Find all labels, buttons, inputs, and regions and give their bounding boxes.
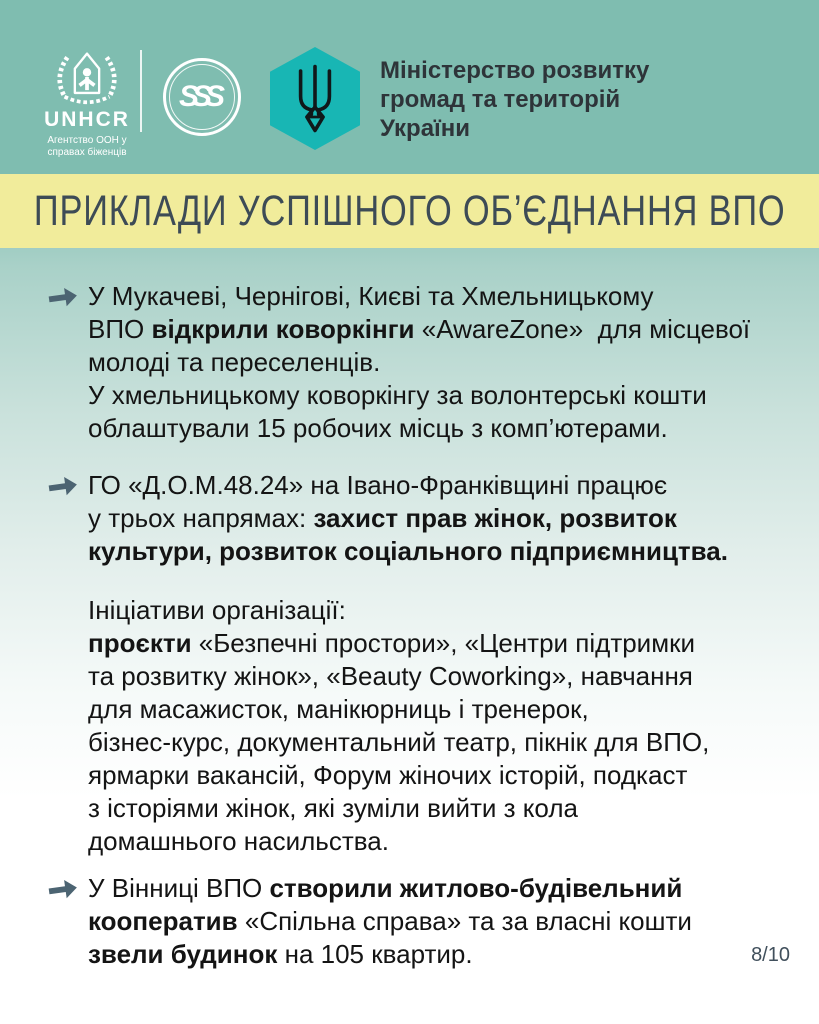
unhcr-tagline-line1: Агентство ООН у <box>47 135 127 146</box>
bullet-text: У Мукачеві, Чернігові, Києві та Хмельницькому ВПО відкрили коворкінги «AwareZone» для місцевої молоді та переселенців. У хмельницькому коворкінгу за волонтерські кошти облаштували 15 робочих місць з комп’ютерами. <box>88 281 751 443</box>
ministry-name <box>380 56 649 143</box>
ministry-emblem <box>270 47 360 150</box>
bullet-text: ГО «Д.О.М.48.24» на Івано-Франківщині працює у трьох напрямах: захист прав жінок, розвиток культури, розвиток соціального підприємництва. <box>88 470 728 566</box>
main-content <box>0 248 819 971</box>
arrow-icon <box>47 872 88 971</box>
arrow-icon <box>47 280 88 445</box>
sss-logo <box>163 58 241 136</box>
unhcr-logo <box>42 48 132 159</box>
bullet-item-dom4824 <box>47 469 819 568</box>
page-title: ПРИКЛАДИ УСПІШНОГО ОБ’ЄДНАННЯ ВПО <box>33 186 786 235</box>
header-divider <box>140 50 142 132</box>
ministry-name-line3: України <box>380 115 471 142</box>
paragraph-text: Ініціативи організації: проєкти «Безпечні простори», «Центри підтримки та розвитку жінок», «Beauty Coworking», навчання для масажисток, манікюрниць і тренерок, бізнес-курс, документальний театр, пікнік для ВПО, ярмарки вакансій, Форум жіночих історій, подкаст з історіями жінок, які зуміли вийти з кола домашнього насильства. <box>88 595 710 856</box>
sss-logo-label: SSS <box>178 80 219 113</box>
bullet-item-coworking <box>47 280 819 445</box>
page-number: 8/10 <box>751 944 790 966</box>
ministry-name-line1: Міністерство розвитку <box>380 57 650 84</box>
unhcr-tagline-line2: справах біженців <box>47 147 127 158</box>
header <box>0 0 819 174</box>
ministry-name-line2: громад та територій <box>380 86 621 113</box>
bullet-item-vinnytsia <box>47 872 819 971</box>
unhcr-emblem-icon <box>48 48 126 106</box>
unhcr-wordmark: UNHCR <box>44 108 130 131</box>
bullet-text: У Вінниці ВПО створили житлово-будівельний кооператив «Спільна справа» та за власні кошти звели будинок на 105 квартир. <box>88 873 692 969</box>
title-bar <box>0 174 819 248</box>
arrow-icon <box>47 469 88 568</box>
tryzub-icon <box>288 62 342 136</box>
initiatives-paragraph <box>88 594 819 858</box>
